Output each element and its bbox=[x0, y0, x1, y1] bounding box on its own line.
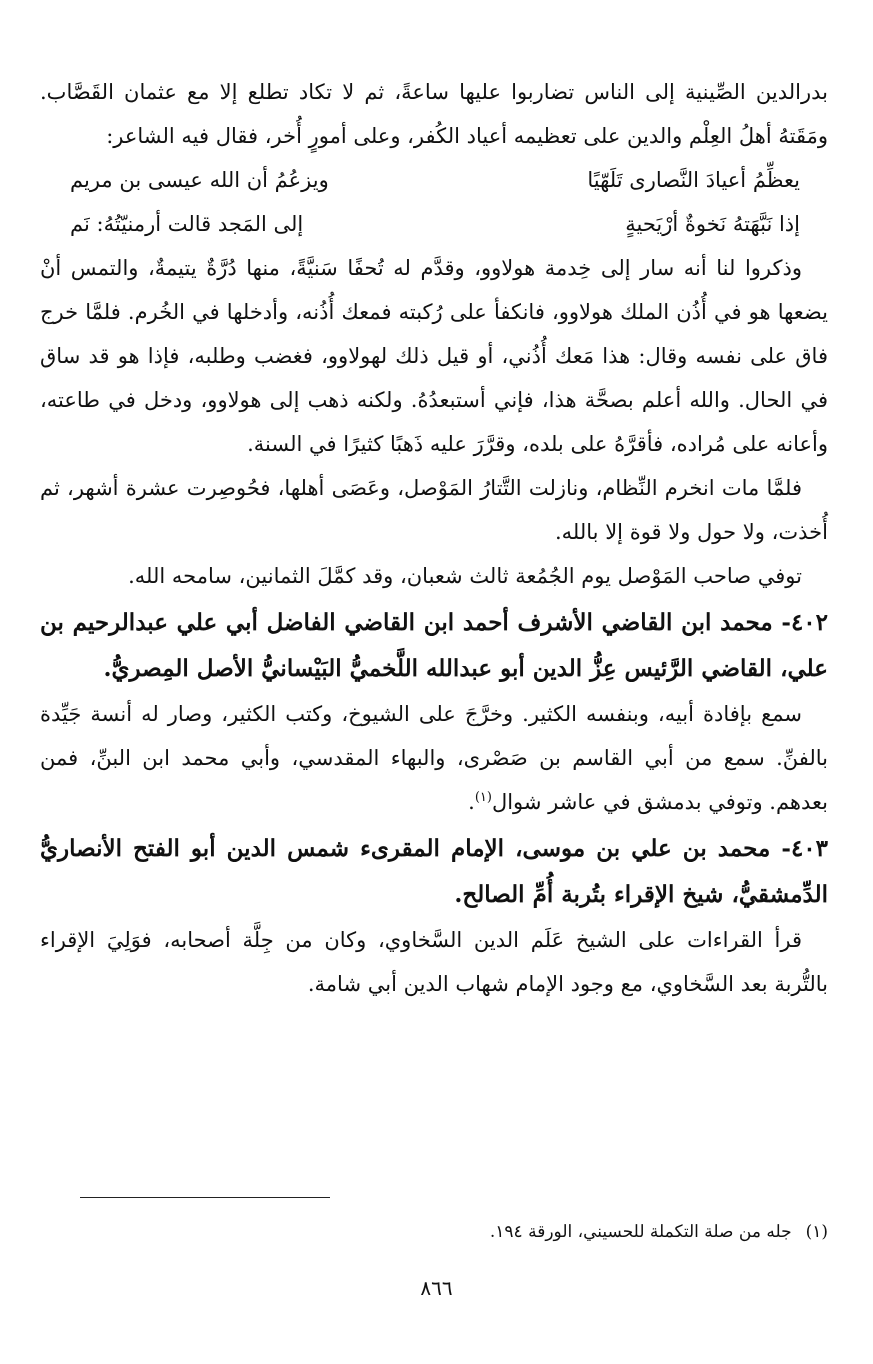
paragraph-5-text: سمع بإفادة أبيه، وبنفسه الكثير. وخرَّجَ على الشيوخ، وكتب الكثير، وصار له أنسة جَيِّدة بالفنِّ. سمع من أبي القاسم بن صَصْرى، والبهاء المقدسي، وأبي محمد ابن البنِّ، فمن بعدهم. وتوفي بدمشق في عاشر شوال bbox=[40, 702, 828, 814]
paragraph-2: وذكروا لنا أنه سار إلى خِدمة هولاوو، وقدَّم له تُحفًا سَنيَّةً، منها دُرَّةٌ يتيمةٌ، والتمس أنْ يضعها هو في أُذُن الملك هولاوو، فانكفأ على رُكبته فمعك أُذُنه، وأدخلها في الخُرم. فلمَّا خرج فاق على نفسه وقال: هذا مَعك أُذُني، أو قيل ذلك لهولاوو، فغضب وطلبه، فإذا هو قد ساق في الحال. والله أعلم بصحَّة هذا، فإني أستبعدُهُ. ولكنه ذهب إلى هولاوو، ودخل في طاعته، وأعانه على مُراده، فأقرَّهُ على بلده، وقرَّرَ عليه ذَهبًا كثيرًا في السنة. bbox=[40, 256, 828, 456]
verse-2-second-hemistich: إلى المَجد قالت أرمنيّتُهُ: نَم bbox=[70, 212, 304, 236]
footnote-text: جله من صلة التكملة للحسيني، الورقة ١٩٤. bbox=[489, 1222, 792, 1242]
poem bbox=[40, 158, 828, 246]
verse-1-first-hemistich: يعظِّمُ أعيادَ النَّصارى تَلَهّيًا bbox=[587, 168, 800, 192]
paragraph-5 bbox=[40, 692, 828, 824]
paragraph-1: بدرالدين الصِّينية إلى الناس تضاربوا عليها ساعةً، ثم لا تكاد تطلع إلا مع عثمان القَصَّاب. ومَقَتهُ أهلُ العِلْم والدين على تعظيمه أعياد الكُفر، وعلى أمورٍ أُخر، فقال فيه الشاعر: bbox=[40, 80, 828, 148]
footnote-reference[interactable]: (١) bbox=[474, 790, 492, 805]
paragraph-5-end: . bbox=[468, 790, 475, 814]
paragraph-6: قرأ القراءات على الشيخ عَلَم الدين السَّخاوي، وكان من جِلَّة أصحابه، فوَلِيَ الإقراء بالتُّربة بعد السَّخاوي، مع وجود الإمام شهاب الدين أبي شامة. bbox=[40, 928, 828, 996]
verse-1 bbox=[40, 158, 828, 202]
paragraph-3: فلمَّا مات انخرم النِّظام، ونازلت التَّتارُ المَوْصل، وعَصَى أهلها، فحُوصِرت عشرة أشهر، ثم أُخذت، ولا حول ولا قوة إلا بالله. bbox=[40, 476, 828, 544]
footnote bbox=[40, 1218, 828, 1246]
paragraph-4: توفي صاحب المَوْصل يوم الجُمُعة ثالث شعبان، وقد كمَّلَ الثمانين، سامحه الله. bbox=[128, 564, 802, 588]
page-body bbox=[40, 70, 828, 1006]
verse-2 bbox=[40, 202, 828, 246]
verse-2-first-hemistich: إذا نَبَّهَتهُ نَخوةٌ أرْيَحيةٍ bbox=[625, 212, 800, 236]
footnote-marker: (١) bbox=[805, 1222, 828, 1242]
page-number: ٨٦٦ bbox=[420, 1276, 453, 1300]
entry-heading-402: ٤٠٢- محمد ابن القاضي الأشرف أحمد ابن القاضي الفاضل أبي علي عبدالرحيم بن علي، القاضي الرَّئيس عِزُّ الدين أبو عبدالله اللَّخميُّ البَيْسانيُّ الأصل المِصريُّ. bbox=[40, 609, 828, 682]
entry-heading-403: ٤٠٣- محمد بن علي بن موسى، الإمام المقرىء شمس الدين أبو الفتح الأنصاريُّ الدِّمشقيُّ، شيخ الإقراء بتُربة أُمِّ الصالح. bbox=[40, 835, 828, 908]
footnote-divider bbox=[80, 1197, 330, 1198]
verse-1-second-hemistich: ويزعُمُ أن الله عيسى بن مريم bbox=[70, 168, 329, 192]
